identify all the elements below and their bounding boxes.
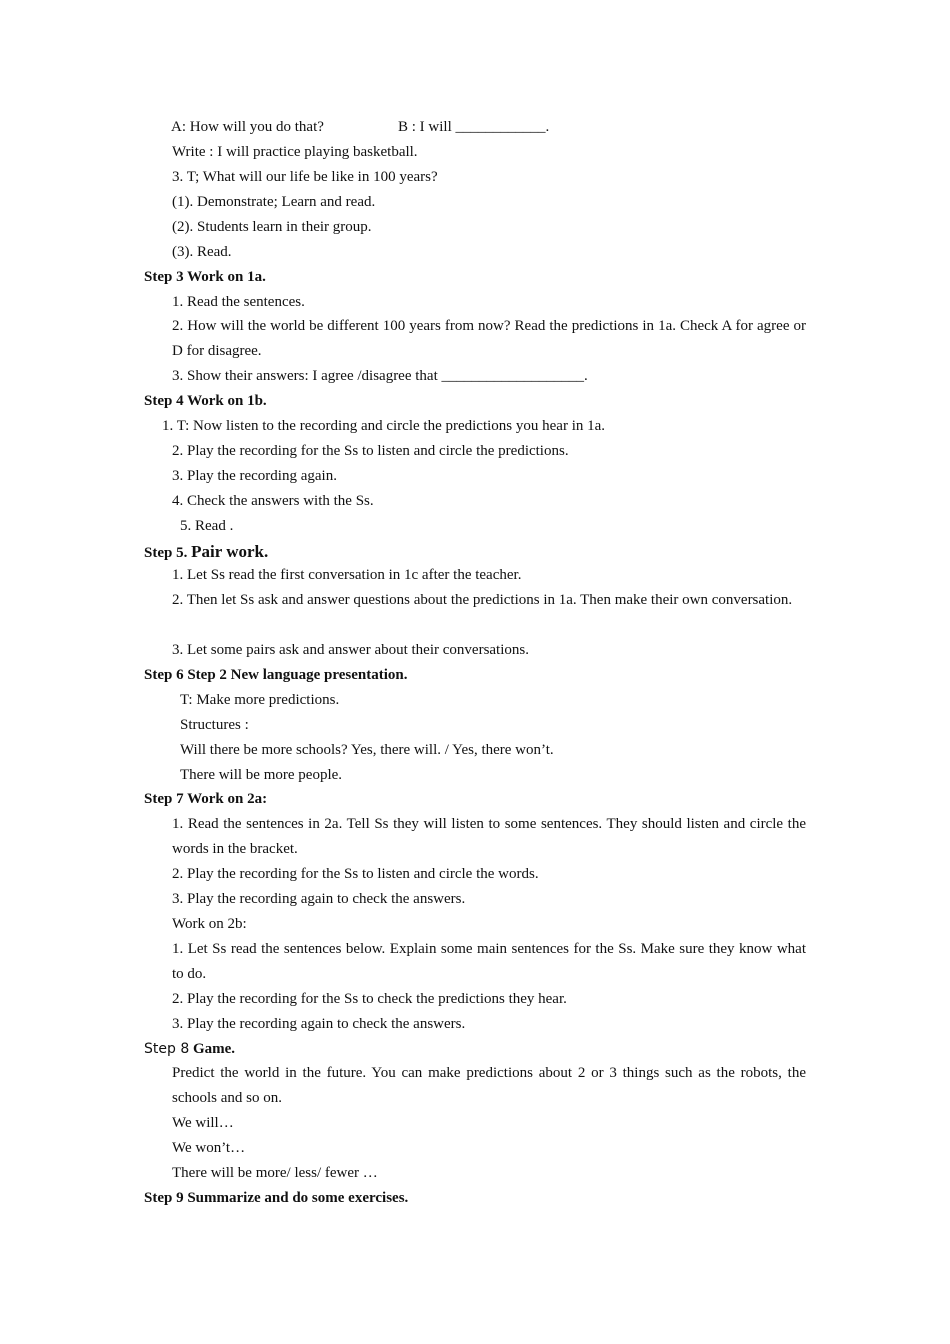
step4-heading: Step 4 Work on 1b. <box>144 393 267 409</box>
step8-line-1: We will… <box>172 1115 234 1131</box>
step6-item-1: T: Make more predictions. <box>180 692 340 708</box>
step8-heading-label: Step 8 <box>144 1041 190 1057</box>
step8-line-3: There will be more/ less/ fewer … <box>172 1165 378 1181</box>
step9-heading: Step 9 Summarize and do some exercises. <box>144 1190 409 1206</box>
step5-heading-label: Step 5. <box>144 545 188 561</box>
step4-item-1: 1. T: Now listen to the recording and circle the predictions you hear in 1a. <box>162 418 606 434</box>
step4-item-4: 4. Check the answers with the Ss. <box>172 493 374 509</box>
step4-item-5: 5. Read . <box>180 518 234 534</box>
step7-subheading: Work on 2b: <box>172 916 247 932</box>
step5-item-1: 1. Let Ss read the first conversation in 1c after the teacher. <box>172 567 522 583</box>
step5-heading <box>144 539 268 564</box>
step8-heading <box>144 1037 235 1062</box>
step6-item-4: There will be more people. <box>180 767 343 783</box>
step7-2b-item-1: 1. Let Ss read the sentences below. Explain some main sentences for the Ss. Make sure they know what to do. <box>172 941 806 982</box>
step5-item-3: 3. Let some pairs ask and answer about their conversations. <box>172 642 529 658</box>
dialog-a: A: How will you do that? <box>171 119 324 135</box>
step6-item-3: Will there be more schools? Yes, there will. / Yes, there won’t. <box>180 742 554 758</box>
step5-item-2: 2. Then let Ss ask and answer questions about the predictions in 1a. Then make their own conversation. <box>172 592 793 608</box>
step5-heading-title: Pair work. <box>191 542 269 561</box>
step6-heading: Step 6 Step 2 New language presentation. <box>144 667 408 683</box>
step7-item-1: 1. Read the sentences in 2a. Tell Ss they will listen to some sentences. They should listen and circle the words in the bracket. <box>172 816 806 857</box>
sub-item-3: (3). Read. <box>172 244 232 260</box>
step4-item-2: 2. Play the recording for the Ss to listen and circle the predictions. <box>172 443 569 459</box>
step7-item-3: 3. Play the recording again to check the answers. <box>172 891 466 907</box>
step8-paragraph: Predict the world in the future. You can make predictions about 2 or 3 things such as the robots, the schools and so on. <box>172 1065 806 1106</box>
step7-item-2: 2. Play the recording for the Ss to listen and circle the words. <box>172 866 539 882</box>
step8-line-2: We won’t… <box>172 1140 246 1156</box>
dialog-b: B : I will ____________. <box>398 119 550 135</box>
step7-heading: Step 7 Work on 2a: <box>144 791 268 807</box>
step8-heading-title: Game. <box>192 1041 236 1057</box>
step6-item-2: Structures : <box>180 717 249 733</box>
step3-heading: Step 3 Work on 1a. <box>144 269 266 285</box>
step3-item-3: 3. Show their answers: I agree /disagree that ___________________. <box>172 368 588 384</box>
step3-item-1: 1. Read the sentences. <box>172 294 305 310</box>
step3-item-2: 2. How will the world be different 100 years from now? Read the predictions in 1a. Check A for agree or D for disagree. <box>172 318 806 359</box>
write-line: Write : I will practice playing basketball. <box>172 144 418 160</box>
sub-item-2: (2). Students learn in their group. <box>172 219 372 235</box>
step7-2b-item-3: 3. Play the recording again to check the answers. <box>172 1016 466 1032</box>
step4-item-3: 3. Play the recording again. <box>172 468 337 484</box>
teacher-question: 3. T; What will our life be like in 100 years? <box>172 169 438 185</box>
step7-2b-item-2: 2. Play the recording for the Ss to check the predictions they hear. <box>172 991 567 1007</box>
sub-item-1: (1). Demonstrate; Learn and read. <box>172 194 376 210</box>
